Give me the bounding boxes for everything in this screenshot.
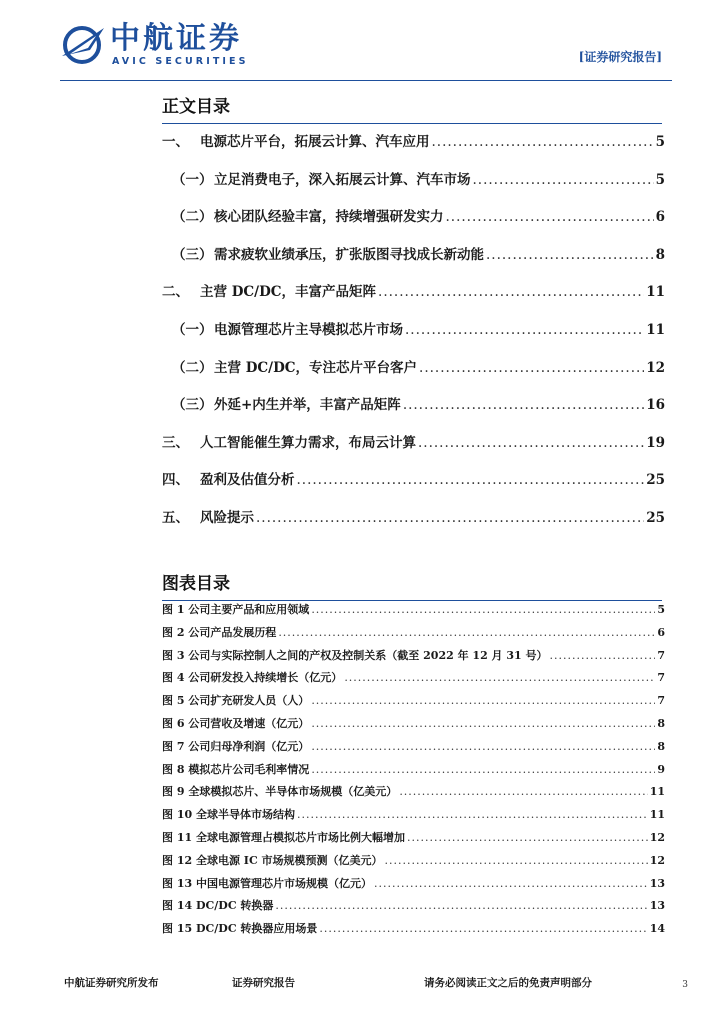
toc-entry[interactable] <box>162 393 665 431</box>
footer-disclaimer: 请务必阅读正文之后的免责声明部分 <box>424 977 592 989</box>
figure-entry-title: 图 10 全球半导体市场结构 <box>162 808 295 822</box>
toc-entry-page: 16 <box>646 397 665 414</box>
footer-publisher: 中航证券研究所发布 <box>64 977 159 989</box>
toc-dot-leader <box>405 322 644 338</box>
toc-entry-number: （二） <box>172 359 213 376</box>
figure-entry-title: 图 13 中国电源管理芯片市场规模（亿元） <box>162 876 372 890</box>
figure-entry-page: 11 <box>649 808 665 822</box>
header-divider <box>60 80 672 81</box>
toc-dot-leader <box>374 877 648 890</box>
toc-dot-leader <box>432 134 654 150</box>
figure-entry-page: 7 <box>657 648 665 662</box>
figure-entry-page: 12 <box>649 853 665 867</box>
figure-toc-entry[interactable] <box>162 761 665 784</box>
toc-entry-title: 主营 DC/DC，专注芯片平台客户 <box>214 359 418 376</box>
toc-entry[interactable] <box>162 318 665 356</box>
figure-toc-entry[interactable] <box>162 715 665 738</box>
avic-logo-icon <box>60 24 106 64</box>
figure-entry-page: 8 <box>657 716 665 730</box>
toc-entry-title: 主营 DC/DC，丰富产品矩阵 <box>200 284 377 301</box>
toc-dot-leader <box>378 284 644 300</box>
figure-entry-title: 图 7 公司归母净利润（亿元） <box>162 739 310 753</box>
toc-entry-number: 二、 <box>162 284 189 301</box>
toc-dot-leader <box>278 626 655 639</box>
toc-dot-leader <box>344 671 655 684</box>
toc-dot-leader <box>419 360 644 376</box>
toc-entry-title: 电源芯片平台，拓展云计算、汽车应用 <box>200 134 430 150</box>
toc-entry-title: 盈利及估值分析 <box>200 472 295 489</box>
toc-entry[interactable] <box>162 243 665 281</box>
figure-toc-entry[interactable] <box>162 647 665 670</box>
toc-entry-number: 一、 <box>162 134 189 150</box>
figure-entry-page: 14 <box>649 922 665 936</box>
figure-entry-title: 图 6 公司营收及增速（亿元） <box>162 716 310 730</box>
toc-entry[interactable] <box>162 506 665 544</box>
figure-entry-page: 9 <box>657 762 665 776</box>
toc-dot-leader <box>473 172 654 188</box>
toc-dot-leader <box>311 603 655 616</box>
figure-toc-entry[interactable] <box>162 601 665 624</box>
figure-toc-title <box>162 569 662 601</box>
toc-dot-leader <box>275 899 647 912</box>
toc-dot-leader <box>385 854 648 867</box>
figure-toc-entry[interactable] <box>162 783 665 806</box>
toc-dot-leader <box>311 740 655 753</box>
figure-entry-title: 图 5 公司扩充研发人员（人） <box>162 694 310 708</box>
main-toc-list <box>162 130 665 544</box>
figure-entry-title: 图 15 DC/DC 转换器应用场景 <box>162 922 318 936</box>
figure-entry-title: 图 14 DC/DC 转换器 <box>162 899 274 913</box>
toc-entry-number: 四、 <box>162 472 189 489</box>
figure-toc-entry[interactable] <box>162 829 665 852</box>
toc-entry-page: 25 <box>646 509 665 526</box>
figure-toc-entry[interactable] <box>162 692 665 715</box>
toc-dot-leader <box>311 717 655 730</box>
figure-toc-entry[interactable] <box>162 875 665 898</box>
figure-entry-page: 11 <box>649 785 665 799</box>
figure-entry-title: 图 4 公司研发投入持续增长（亿元） <box>162 671 343 685</box>
footer-report-type: 证券研究报告 <box>232 977 295 989</box>
figure-entry-page: 13 <box>649 899 665 913</box>
toc-entry-number: （三） <box>172 246 213 263</box>
figure-toc-entry[interactable] <box>162 897 665 920</box>
figure-toc-entry[interactable] <box>162 852 665 875</box>
toc-entry-title: 立足消费电子，深入拓展云计算、汽车市场 <box>214 171 471 188</box>
figure-toc-entry[interactable] <box>162 920 665 943</box>
page-number: 3 <box>682 980 688 990</box>
toc-entry-page: 6 <box>655 209 665 226</box>
toc-entry-page: 11 <box>646 284 665 301</box>
toc-entry-page: 12 <box>646 359 665 376</box>
figure-entry-page: 12 <box>649 830 665 844</box>
toc-entry-title: 电源管理芯片主导模拟芯片市场 <box>214 321 403 338</box>
toc-entry-title: 核心团队经验丰富，持续增强研发实力 <box>214 209 444 226</box>
toc-entry-page: 25 <box>646 472 665 489</box>
figure-toc-entry[interactable] <box>162 624 665 647</box>
figure-entry-page: 8 <box>657 739 665 753</box>
brand-name-cn: 中航证券 <box>110 21 242 56</box>
toc-entry-page: 5 <box>655 134 665 150</box>
toc-entry-title: 外延+内生并举，丰富产品矩阵 <box>214 397 401 414</box>
toc-dot-leader <box>297 808 648 821</box>
figure-toc-title-text: 图表目录 <box>162 574 230 594</box>
figure-toc-entry[interactable] <box>162 806 665 829</box>
figure-toc-entry[interactable] <box>162 738 665 761</box>
main-toc-title <box>162 92 662 124</box>
toc-dot-leader <box>399 785 647 798</box>
figure-entry-page: 6 <box>657 625 665 639</box>
figure-entry-page: 13 <box>649 876 665 890</box>
toc-entry-page: 8 <box>655 246 665 263</box>
figure-entry-title: 图 3 公司与实际控制人之间的产权及控制关系（截至 2022 年 12 月 31 号） <box>162 648 548 662</box>
toc-entry[interactable] <box>162 205 665 243</box>
toc-entry-number: 五、 <box>162 509 189 526</box>
toc-entry[interactable] <box>162 130 665 168</box>
toc-entry[interactable] <box>162 280 665 318</box>
toc-dot-leader <box>550 649 656 662</box>
figure-entry-title: 图 11 全球电源管理占模拟芯片市场比例大幅增加 <box>162 830 405 844</box>
toc-entry-page: 5 <box>655 171 665 188</box>
figure-entry-title: 图 2 公司产品发展历程 <box>162 625 277 639</box>
figure-entry-title: 图 1 公司主要产品和应用领域 <box>162 603 310 616</box>
toc-entry-number: （三） <box>172 397 213 414</box>
toc-entry-title: 人工智能催生算力需求，布局云计算 <box>200 434 416 451</box>
figure-entry-title: 图 12 全球电源 IC 市场规模预测（亿美元） <box>162 853 383 867</box>
toc-dot-leader <box>319 922 647 935</box>
toc-entry[interactable] <box>162 431 665 469</box>
main-toc-title-rule <box>162 123 662 124</box>
toc-entry-title: 需求疲软业绩承压，扩张版图寻找成长新动能 <box>214 246 484 263</box>
toc-entry-page: 11 <box>646 321 665 338</box>
toc-entry-number: （一） <box>172 321 213 338</box>
figure-entry-title: 图 9 全球模拟芯片、半导体市场规模（亿美元） <box>162 785 398 799</box>
toc-entry-number: （一） <box>172 171 213 188</box>
figure-toc-entry[interactable] <box>162 669 665 692</box>
toc-dot-leader <box>311 694 655 707</box>
report-tag: [证券研究报告] <box>578 50 662 64</box>
toc-dot-leader <box>446 209 654 225</box>
toc-dot-leader <box>486 247 654 263</box>
figure-toc-list <box>162 601 665 943</box>
brand-name-en: AVIC SECURITIES <box>112 56 249 67</box>
toc-entry[interactable] <box>162 168 665 206</box>
toc-dot-leader <box>403 397 644 413</box>
toc-entry-page: 19 <box>646 434 665 451</box>
main-toc-title-text: 正文目录 <box>162 97 230 117</box>
toc-entry-number: 三、 <box>162 434 189 451</box>
figure-entry-page: 7 <box>657 671 665 685</box>
toc-entry-title: 风险提示 <box>200 509 254 526</box>
toc-entry-number: （二） <box>172 209 213 226</box>
toc-dot-leader <box>407 831 648 844</box>
toc-entry[interactable] <box>162 468 665 506</box>
toc-dot-leader <box>418 435 644 451</box>
toc-dot-leader <box>311 763 655 776</box>
figure-entry-page: 7 <box>657 694 665 708</box>
toc-entry[interactable] <box>162 356 665 394</box>
toc-dot-leader <box>297 472 645 488</box>
figure-entry-page: 5 <box>657 603 665 616</box>
figure-entry-title: 图 8 模拟芯片公司毛利率情况 <box>162 762 310 776</box>
toc-dot-leader <box>256 510 644 526</box>
